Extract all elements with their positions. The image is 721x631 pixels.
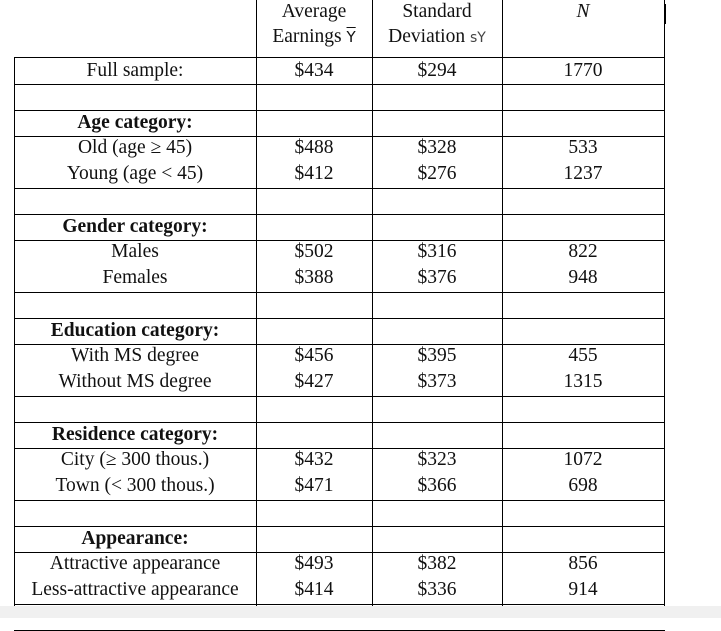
row-sd: $373 [417, 371, 457, 392]
row-label: Females [102, 267, 168, 288]
group-title: Residence category: [51, 424, 219, 445]
y-bar-symbol: $\overline{Y}$ [346, 28, 356, 46]
row-label: Without MS degree [58, 371, 212, 392]
header-average-line2 [272, 26, 355, 48]
row-average: $488 [294, 137, 334, 158]
header-n: N [576, 1, 590, 22]
row-n: 455 [568, 345, 598, 366]
grid-line-horizontal [14, 500, 665, 501]
row-label: City (≥ 300 thous.) [60, 449, 210, 470]
row-n: 1237 [563, 163, 603, 184]
row-n: 914 [568, 579, 598, 600]
row-label: Males [111, 241, 159, 262]
grid-line-horizontal [14, 110, 665, 111]
grid-line-horizontal [14, 422, 665, 423]
bottom-edge [0, 606, 721, 618]
row-sd: $316 [417, 241, 457, 262]
edge-mark [664, 4, 666, 24]
row-label: Attractive appearance [49, 553, 221, 574]
full-sample-n: 1770 [563, 60, 603, 81]
grid-line-horizontal [14, 214, 665, 215]
full-sample-average: $434 [294, 60, 334, 81]
row-sd: $328 [417, 137, 457, 158]
grid-line-horizontal [14, 292, 665, 293]
row-label: Young (age < 45) [66, 163, 204, 184]
grid-line-vertical [502, 0, 503, 606]
row-sd: $376 [417, 267, 457, 288]
row-average: $427 [294, 371, 334, 392]
group-title: Gender category: [62, 216, 208, 237]
group-title: Education category: [50, 320, 220, 341]
row-n: 822 [568, 241, 598, 262]
full-sample-sd: $294 [417, 60, 457, 81]
row-n: 533 [568, 137, 598, 158]
group-title: Age category: [77, 112, 193, 133]
row-n: 1072 [563, 449, 603, 470]
row-sd: $382 [417, 553, 457, 574]
grid-line-horizontal [14, 526, 665, 527]
row-average: $412 [294, 163, 334, 184]
row-n: 1315 [563, 371, 603, 392]
header-average-label: Earnings [272, 26, 347, 47]
row-average: $414 [294, 579, 334, 600]
row-label: Old (age ≥ 45) [77, 137, 193, 158]
row-average: $502 [294, 241, 334, 262]
grid-line-horizontal [14, 84, 665, 85]
grid-line-left [14, 57, 15, 606]
grid-line-horizontal [14, 57, 665, 58]
row-sd: $323 [417, 449, 457, 470]
grid-line-horizontal [14, 604, 665, 605]
row-n: 698 [568, 475, 598, 496]
row-label: With MS degree [70, 345, 200, 366]
row-sd: $276 [417, 163, 457, 184]
grid-line-horizontal [14, 318, 665, 319]
s-y-symbol: sY [469, 30, 486, 46]
grid-line-vertical [372, 0, 373, 606]
header-average-line1: Average [281, 1, 347, 22]
header-sd-line2 [388, 26, 486, 49]
row-average: $432 [294, 449, 334, 470]
grid-line-horizontal [14, 188, 665, 189]
row-average: $471 [294, 475, 334, 496]
row-sd: $336 [417, 579, 457, 600]
header-sd-label: Deviation [388, 26, 470, 47]
row-average: $456 [294, 345, 334, 366]
row-average: $493 [294, 553, 334, 574]
row-sd: $366 [417, 475, 457, 496]
grid-line-right [664, 0, 665, 606]
row-n: 856 [568, 553, 598, 574]
row-label: Less-attractive appearance [31, 579, 239, 600]
grid-line-horizontal [14, 396, 665, 397]
row-average: $388 [294, 267, 334, 288]
group-title: Appearance: [81, 528, 189, 549]
row-label: Town (< 300 thous.) [55, 475, 215, 496]
grid-line-vertical [256, 0, 257, 606]
row-n: 948 [568, 267, 598, 288]
row-sd: $395 [417, 345, 457, 366]
header-sd-line1: Standard [402, 1, 472, 22]
full-sample-label: Full sample: [86, 60, 184, 81]
